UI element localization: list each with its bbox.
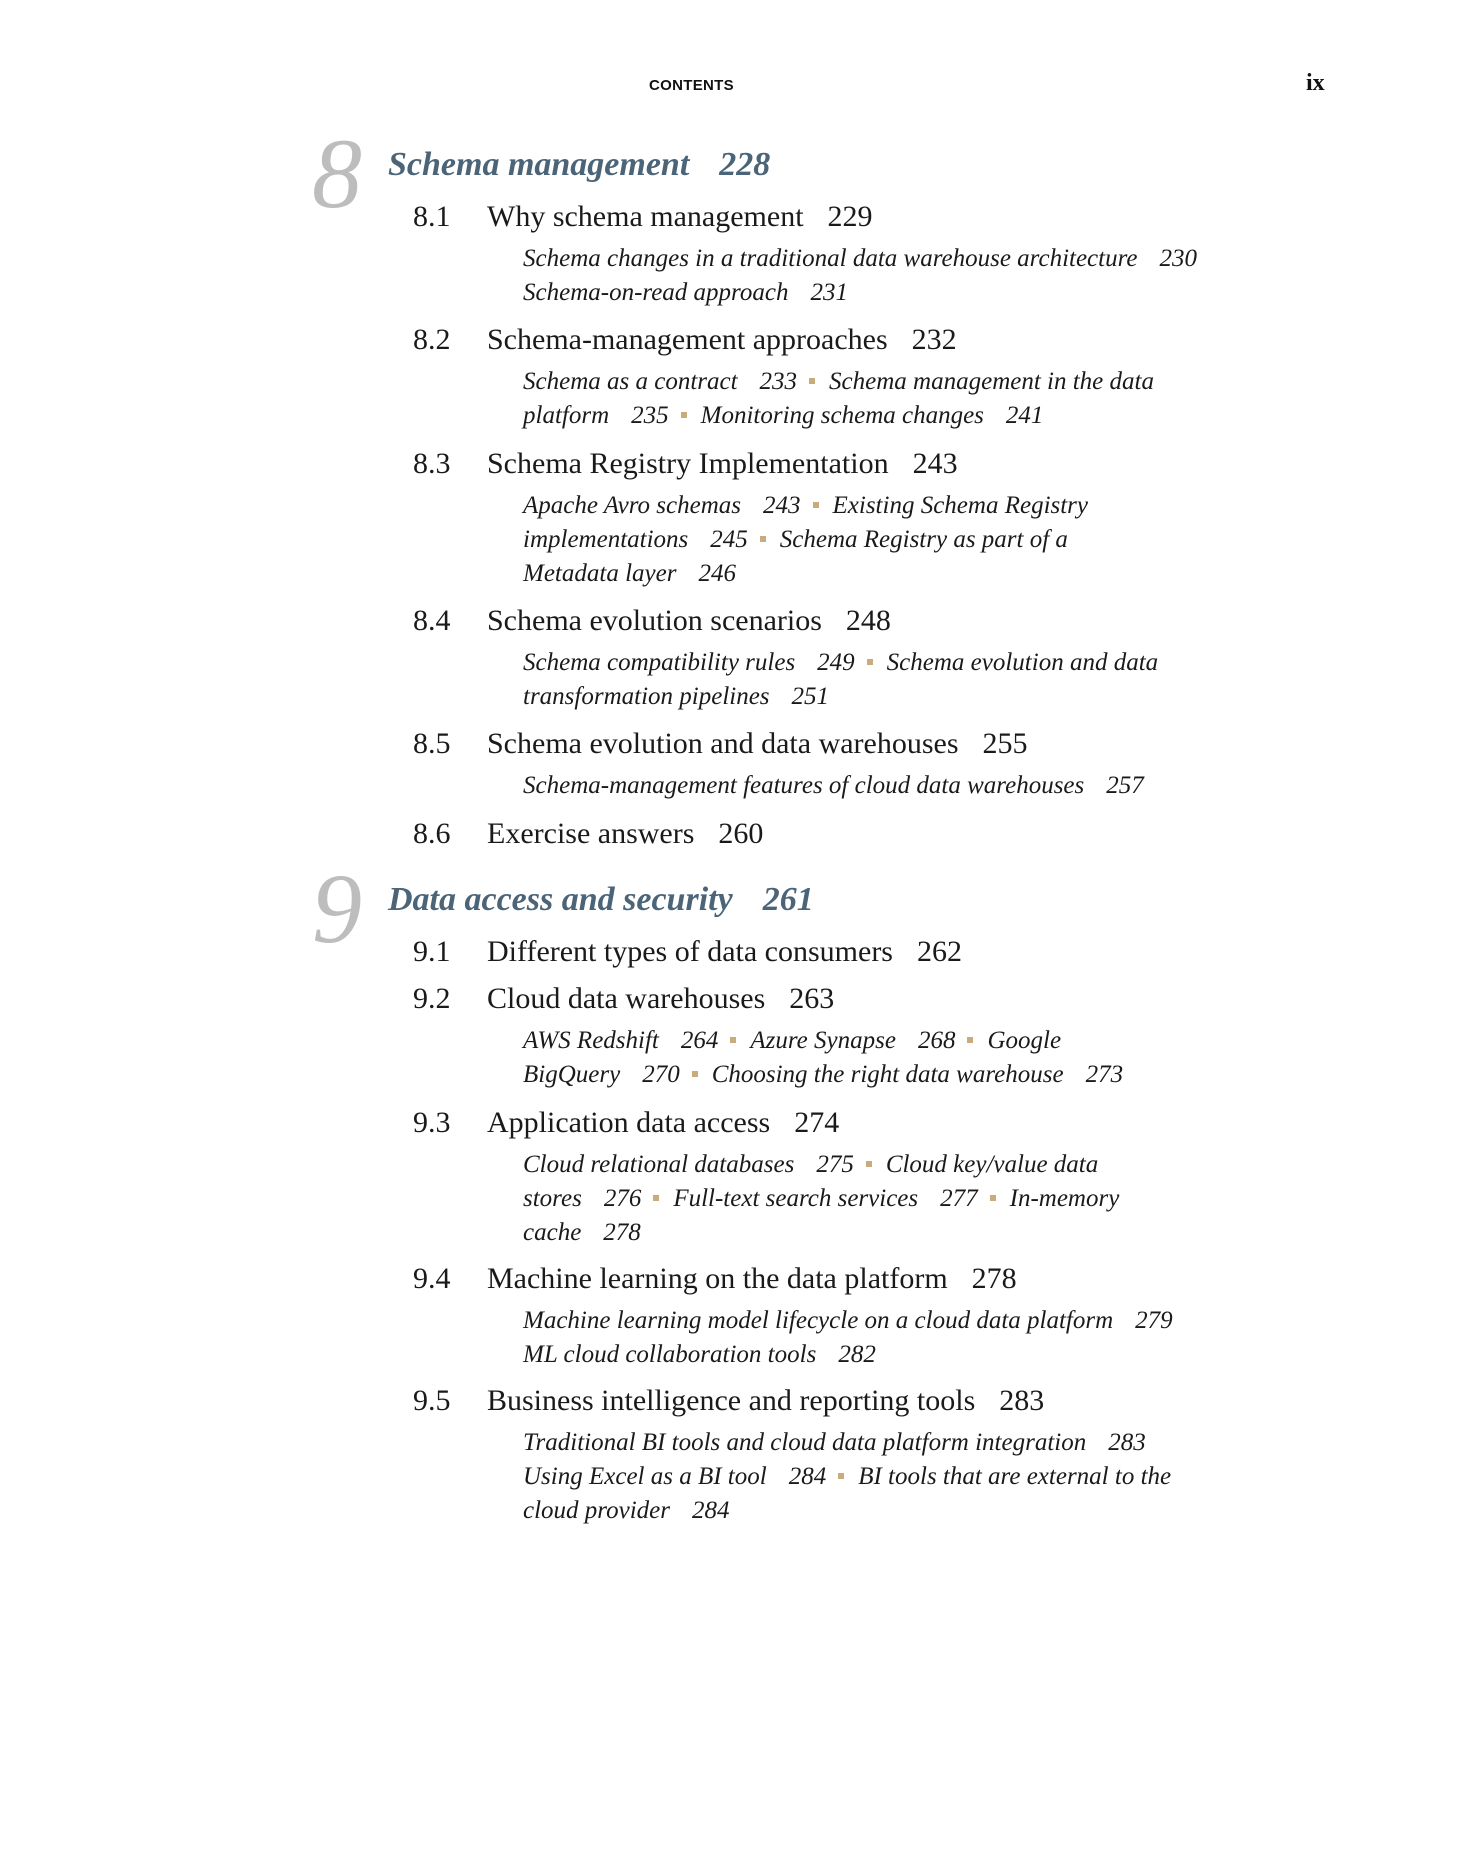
section-number: 8.6 <box>413 817 451 850</box>
subsection-title: BI tools that are external to the <box>858 1463 1172 1490</box>
section-page: 278 <box>971 1262 1017 1295</box>
section-number: 9.5 <box>413 1384 451 1417</box>
section-page: 260 <box>718 817 764 850</box>
subsection-entry[interactable] <box>523 1219 641 1246</box>
subsection-page: 257 <box>1106 772 1144 799</box>
bullet-separator-icon <box>760 536 766 542</box>
section-number: 9.4 <box>413 1262 451 1295</box>
subsection-title: Full-text search services <box>673 1185 919 1212</box>
subsection-line <box>523 365 1263 399</box>
subsection-title: stores <box>523 1185 582 1212</box>
subsection-line <box>523 1216 1263 1250</box>
subsection-title: Schema Registry as part of a <box>779 526 1068 553</box>
subsection-line <box>523 489 1263 523</box>
subsection-title: Monitoring schema changes <box>700 402 984 429</box>
bullet-separator-icon <box>809 378 815 384</box>
section-number: 8.3 <box>413 447 451 480</box>
section-number: 9.1 <box>413 935 451 968</box>
subsection-list <box>523 365 1263 433</box>
subsection-page: 249 <box>817 649 855 676</box>
subsection-page: 273 <box>1085 1061 1124 1088</box>
bullet-separator-icon <box>730 1037 736 1043</box>
section-entry[interactable] <box>413 982 834 1016</box>
subsection-title: Schema-on-read approach <box>523 279 789 306</box>
section-entry[interactable] <box>413 1106 839 1140</box>
subsection-title: Using Excel as a BI tool <box>523 1463 767 1490</box>
bullet-separator-icon <box>866 1161 872 1167</box>
subsection-line <box>523 1024 1263 1058</box>
subsection-line <box>523 557 1263 591</box>
bullet-separator-icon <box>681 412 687 418</box>
subsection-line <box>523 769 1263 803</box>
section-page: 274 <box>794 1106 840 1139</box>
subsection-line <box>523 399 1263 433</box>
subsection-title: Cloud key/value data <box>885 1151 1099 1178</box>
subsection-line <box>523 523 1263 557</box>
subsection-entry[interactable] <box>523 526 748 553</box>
subsection-title: Existing Schema Registry <box>832 492 1089 519</box>
subsection-title: Schema changes in a traditional data warehouse architecture <box>523 245 1138 272</box>
section-title: Why schema management <box>487 200 804 233</box>
subsection-title: Machine learning model lifecycle on a cloud data platform <box>523 1307 1114 1334</box>
section-entry[interactable] <box>413 817 763 851</box>
bullet-separator-icon <box>692 1071 698 1077</box>
chapter-title: Schema management <box>388 146 690 183</box>
section-entry[interactable] <box>413 323 957 357</box>
subsection-page: 284 <box>788 1463 827 1490</box>
subsection-list <box>523 1148 1263 1250</box>
section-page: 263 <box>789 982 835 1015</box>
subsection-line <box>523 1426 1263 1460</box>
subsection-line <box>523 1460 1263 1494</box>
section-entry[interactable] <box>413 727 1028 761</box>
section-title: Exercise answers <box>487 817 695 850</box>
subsection-line <box>523 1494 1263 1528</box>
subsection-entry[interactable] <box>887 649 1158 676</box>
subsection-entry[interactable] <box>523 1027 718 1054</box>
subsection-list <box>523 489 1263 591</box>
subsection-title: cache <box>523 1219 582 1246</box>
subsection-title: In-memory <box>1009 1185 1120 1212</box>
subsection-title: implementations <box>523 526 689 553</box>
subsection-page: 275 <box>816 1151 854 1178</box>
chapter-title-link[interactable] <box>388 146 770 184</box>
section-entry[interactable] <box>413 1384 1044 1418</box>
section-page: 232 <box>911 323 957 356</box>
subsection-entry[interactable] <box>523 772 1144 799</box>
subsection-line <box>523 1304 1263 1338</box>
subsection-page: 277 <box>940 1185 978 1212</box>
subsection-line <box>523 680 1263 714</box>
section-page: 243 <box>912 447 958 480</box>
subsection-entry[interactable] <box>523 683 829 710</box>
page-number: ix <box>1306 70 1325 96</box>
subsection-page: 246 <box>698 560 736 587</box>
chapter-numeral: 9 <box>312 853 362 964</box>
subsection-page: 243 <box>763 492 801 519</box>
subsection-page: 279 <box>1135 1307 1173 1334</box>
chapter-title-link[interactable] <box>388 881 814 919</box>
subsection-entry[interactable] <box>523 492 801 519</box>
section-title: Machine learning on the data platform <box>487 1262 948 1295</box>
subsection-title: Schema compatibility rules <box>523 649 796 676</box>
subsection-title: Schema management in the data <box>829 368 1154 395</box>
subsection-entry[interactable] <box>523 1341 876 1368</box>
subsection-title: ML cloud collaboration tools <box>523 1341 817 1368</box>
subsection-entry[interactable] <box>523 402 669 429</box>
section-title: Different types of data consumers <box>487 935 893 968</box>
subsection-line <box>523 1148 1263 1182</box>
subsection-entry[interactable] <box>523 1307 1173 1334</box>
subsection-page: 270 <box>642 1061 680 1088</box>
subsection-list <box>523 1426 1263 1528</box>
subsection-list <box>523 1024 1263 1092</box>
subsection-entry[interactable] <box>987 1027 1061 1054</box>
section-title: Application data access <box>487 1106 771 1139</box>
section-entry[interactable] <box>413 200 873 234</box>
subsection-page: 231 <box>810 279 848 306</box>
subsection-line <box>523 276 1263 310</box>
subsection-title: transformation pipelines <box>523 683 770 710</box>
subsection-page: 245 <box>710 526 748 553</box>
subsection-title: Schema-management features of cloud data warehouses <box>523 772 1085 799</box>
section-entry[interactable] <box>413 935 962 969</box>
subsection-entry[interactable] <box>701 402 1044 429</box>
subsection-title: Schema evolution and data <box>886 649 1159 676</box>
subsection-title: Schema as a contract <box>523 368 738 395</box>
subsection-title: Choosing the right data warehouse <box>711 1061 1064 1088</box>
subsection-title: Cloud relational databases <box>523 1151 795 1178</box>
subsection-entry[interactable] <box>858 1463 1171 1490</box>
subsection-entry[interactable] <box>833 492 1089 519</box>
subsection-line <box>523 1338 1263 1372</box>
subsection-entry[interactable] <box>829 368 1154 395</box>
subsection-entry[interactable] <box>523 1463 826 1490</box>
subsection-entry[interactable] <box>523 245 1197 272</box>
subsection-title: AWS Redshift <box>523 1027 659 1054</box>
subsection-title: platform <box>523 402 610 429</box>
bullet-separator-icon <box>838 1473 844 1479</box>
subsection-entry[interactable] <box>1010 1185 1120 1212</box>
section-title: Cloud data warehouses <box>487 982 766 1015</box>
section-title: Schema Registry Implementation <box>487 447 889 480</box>
section-page: 229 <box>827 200 873 233</box>
subsection-page: 268 <box>917 1027 956 1054</box>
subsection-title: Apache Avro schemas <box>523 492 742 519</box>
section-number: 9.3 <box>413 1106 451 1139</box>
subsection-title: Metadata layer <box>523 560 677 587</box>
subsection-title: Traditional BI tools and cloud data platform integration <box>523 1429 1087 1456</box>
section-title: Schema-management approaches <box>487 323 888 356</box>
section-number: 8.1 <box>413 200 451 233</box>
bullet-separator-icon <box>990 1195 996 1201</box>
bullet-separator-icon <box>653 1195 659 1201</box>
section-page: 283 <box>999 1384 1045 1417</box>
subsection-title: Google <box>987 1027 1062 1054</box>
subsection-entry[interactable] <box>523 560 736 587</box>
section-title: Business intelligence and reporting tools <box>487 1384 976 1417</box>
bullet-separator-icon <box>967 1037 973 1043</box>
subsection-entry[interactable] <box>523 1497 729 1524</box>
subsection-title: BigQuery <box>523 1061 621 1088</box>
header-title: CONTENTS <box>649 77 734 94</box>
chapter-title: Data access and security <box>388 881 733 918</box>
section-number: 8.2 <box>413 323 451 356</box>
subsection-line <box>523 1182 1263 1216</box>
subsection-page: 278 <box>603 1219 641 1246</box>
section-entry[interactable] <box>413 447 958 481</box>
section-number: 9.2 <box>413 982 451 1015</box>
subsection-page: 233 <box>759 368 798 395</box>
section-number: 8.4 <box>413 604 451 637</box>
subsection-page: 264 <box>680 1027 719 1054</box>
subsection-entry[interactable] <box>886 1151 1098 1178</box>
subsection-list <box>523 1304 1263 1372</box>
subsection-page: 241 <box>1005 402 1044 429</box>
subsection-entry[interactable] <box>523 649 855 676</box>
subsection-page: 235 <box>631 402 669 429</box>
chapter-page: 228 <box>719 146 771 183</box>
section-page: 262 <box>916 935 962 968</box>
section-number: 8.5 <box>413 727 451 760</box>
subsection-page: 284 <box>691 1497 730 1524</box>
subsection-page: 276 <box>603 1185 642 1212</box>
subsection-page: 251 <box>791 683 830 710</box>
subsection-entry[interactable] <box>523 1061 680 1088</box>
subsection-line <box>523 1058 1263 1092</box>
section-title: Schema evolution scenarios <box>487 604 822 637</box>
subsection-list <box>523 769 1263 803</box>
bullet-separator-icon <box>813 502 819 508</box>
subsection-page: 283 <box>1108 1429 1146 1456</box>
chapter-page: 261 <box>762 881 814 918</box>
subsection-list <box>523 646 1263 714</box>
section-title: Schema evolution and data warehouses <box>487 727 959 760</box>
subsection-line <box>523 646 1263 680</box>
subsection-page: 230 <box>1159 245 1197 272</box>
section-entry[interactable] <box>413 1262 1017 1296</box>
subsection-list <box>523 242 1263 310</box>
section-page: 248 <box>845 604 891 637</box>
section-entry[interactable] <box>413 604 891 638</box>
subsection-entry[interactable] <box>780 526 1068 553</box>
subsection-entry[interactable] <box>673 1185 977 1212</box>
section-page: 255 <box>982 727 1028 760</box>
subsection-entry[interactable] <box>523 1429 1146 1456</box>
subsection-entry[interactable] <box>523 1185 641 1212</box>
subsection-title: Azure Synapse <box>750 1027 896 1054</box>
subsection-entry[interactable] <box>750 1027 955 1054</box>
subsection-title: cloud provider <box>523 1497 670 1524</box>
subsection-entry[interactable] <box>712 1061 1123 1088</box>
subsection-line <box>523 242 1263 276</box>
subsection-entry[interactable] <box>523 279 848 306</box>
chapter-numeral: 8 <box>312 118 362 229</box>
bullet-separator-icon <box>867 659 873 665</box>
subsection-page: 282 <box>838 1341 876 1368</box>
subsection-entry[interactable] <box>523 1151 854 1178</box>
subsection-entry[interactable] <box>523 368 797 395</box>
